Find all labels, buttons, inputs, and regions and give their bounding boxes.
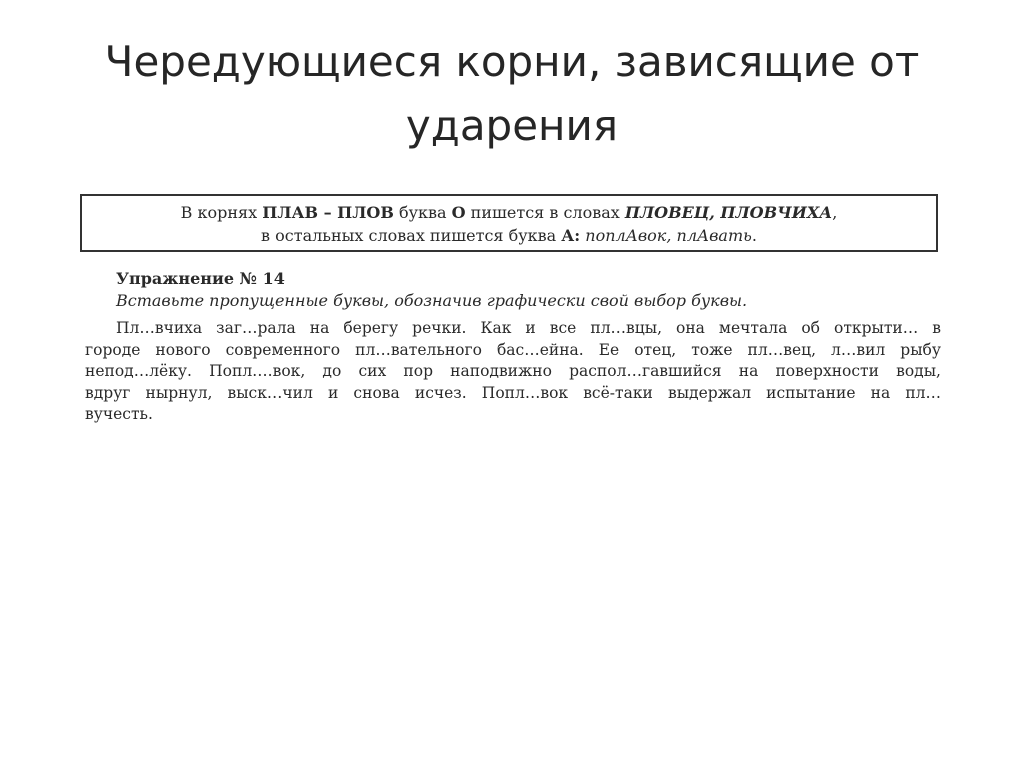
scanned-textbook-excerpt — [60, 188, 964, 448]
exercise-line: вдруг нырнул, выск…чил и снова исчез. Попл…вок всё-таки выдержал испытание на пл… — [85, 383, 941, 402]
rule-text: В корнях — [180, 203, 263, 222]
exercise-line: вучесть. — [85, 405, 153, 423]
rule-text: . — [751, 226, 757, 245]
rule-text: буква — [393, 203, 452, 222]
rule-letter-a: А: — [561, 226, 581, 245]
rule-box — [80, 194, 938, 252]
rule-examples: поплАвок, плАвать — [580, 226, 752, 245]
title-line-1: Чередующиеся корни, зависящие от — [104, 37, 920, 86]
exercise-line: непод…лёку. Попл….вок, до сих пор наподвижно распол…гавшийся на поверхности воды, — [85, 362, 941, 380]
exercise-task: Вставьте пропущенные буквы, обозначив графически свой выбор буквы. — [116, 291, 748, 310]
slide-title — [40, 30, 984, 158]
exercise-heading: Упражнение № 14 — [116, 269, 285, 288]
rule-text: в остальных словах пишется буква — [261, 226, 562, 245]
exercise-line: Пл…вчиха заг…рала на берегу речки. Как и все пл…вцы, она мечтала об открыти… в — [116, 319, 941, 337]
exercise-text — [85, 318, 941, 426]
rule-roots: ПЛАВ – ПЛОВ — [262, 203, 394, 222]
rule-letter-o: О — [451, 203, 466, 222]
title-line-2: ударения — [405, 101, 619, 150]
rule-text: пишется в словах — [465, 203, 625, 222]
exercise-line: городе нового современного пл…вательного бас…ейна. Ее отец, тоже пл…вец, л…вил рыбу — [85, 340, 941, 359]
rule-exception-words: ПЛОВЕЦ, ПЛОВЧИХА — [624, 203, 833, 222]
rule-text: , — [832, 203, 838, 222]
